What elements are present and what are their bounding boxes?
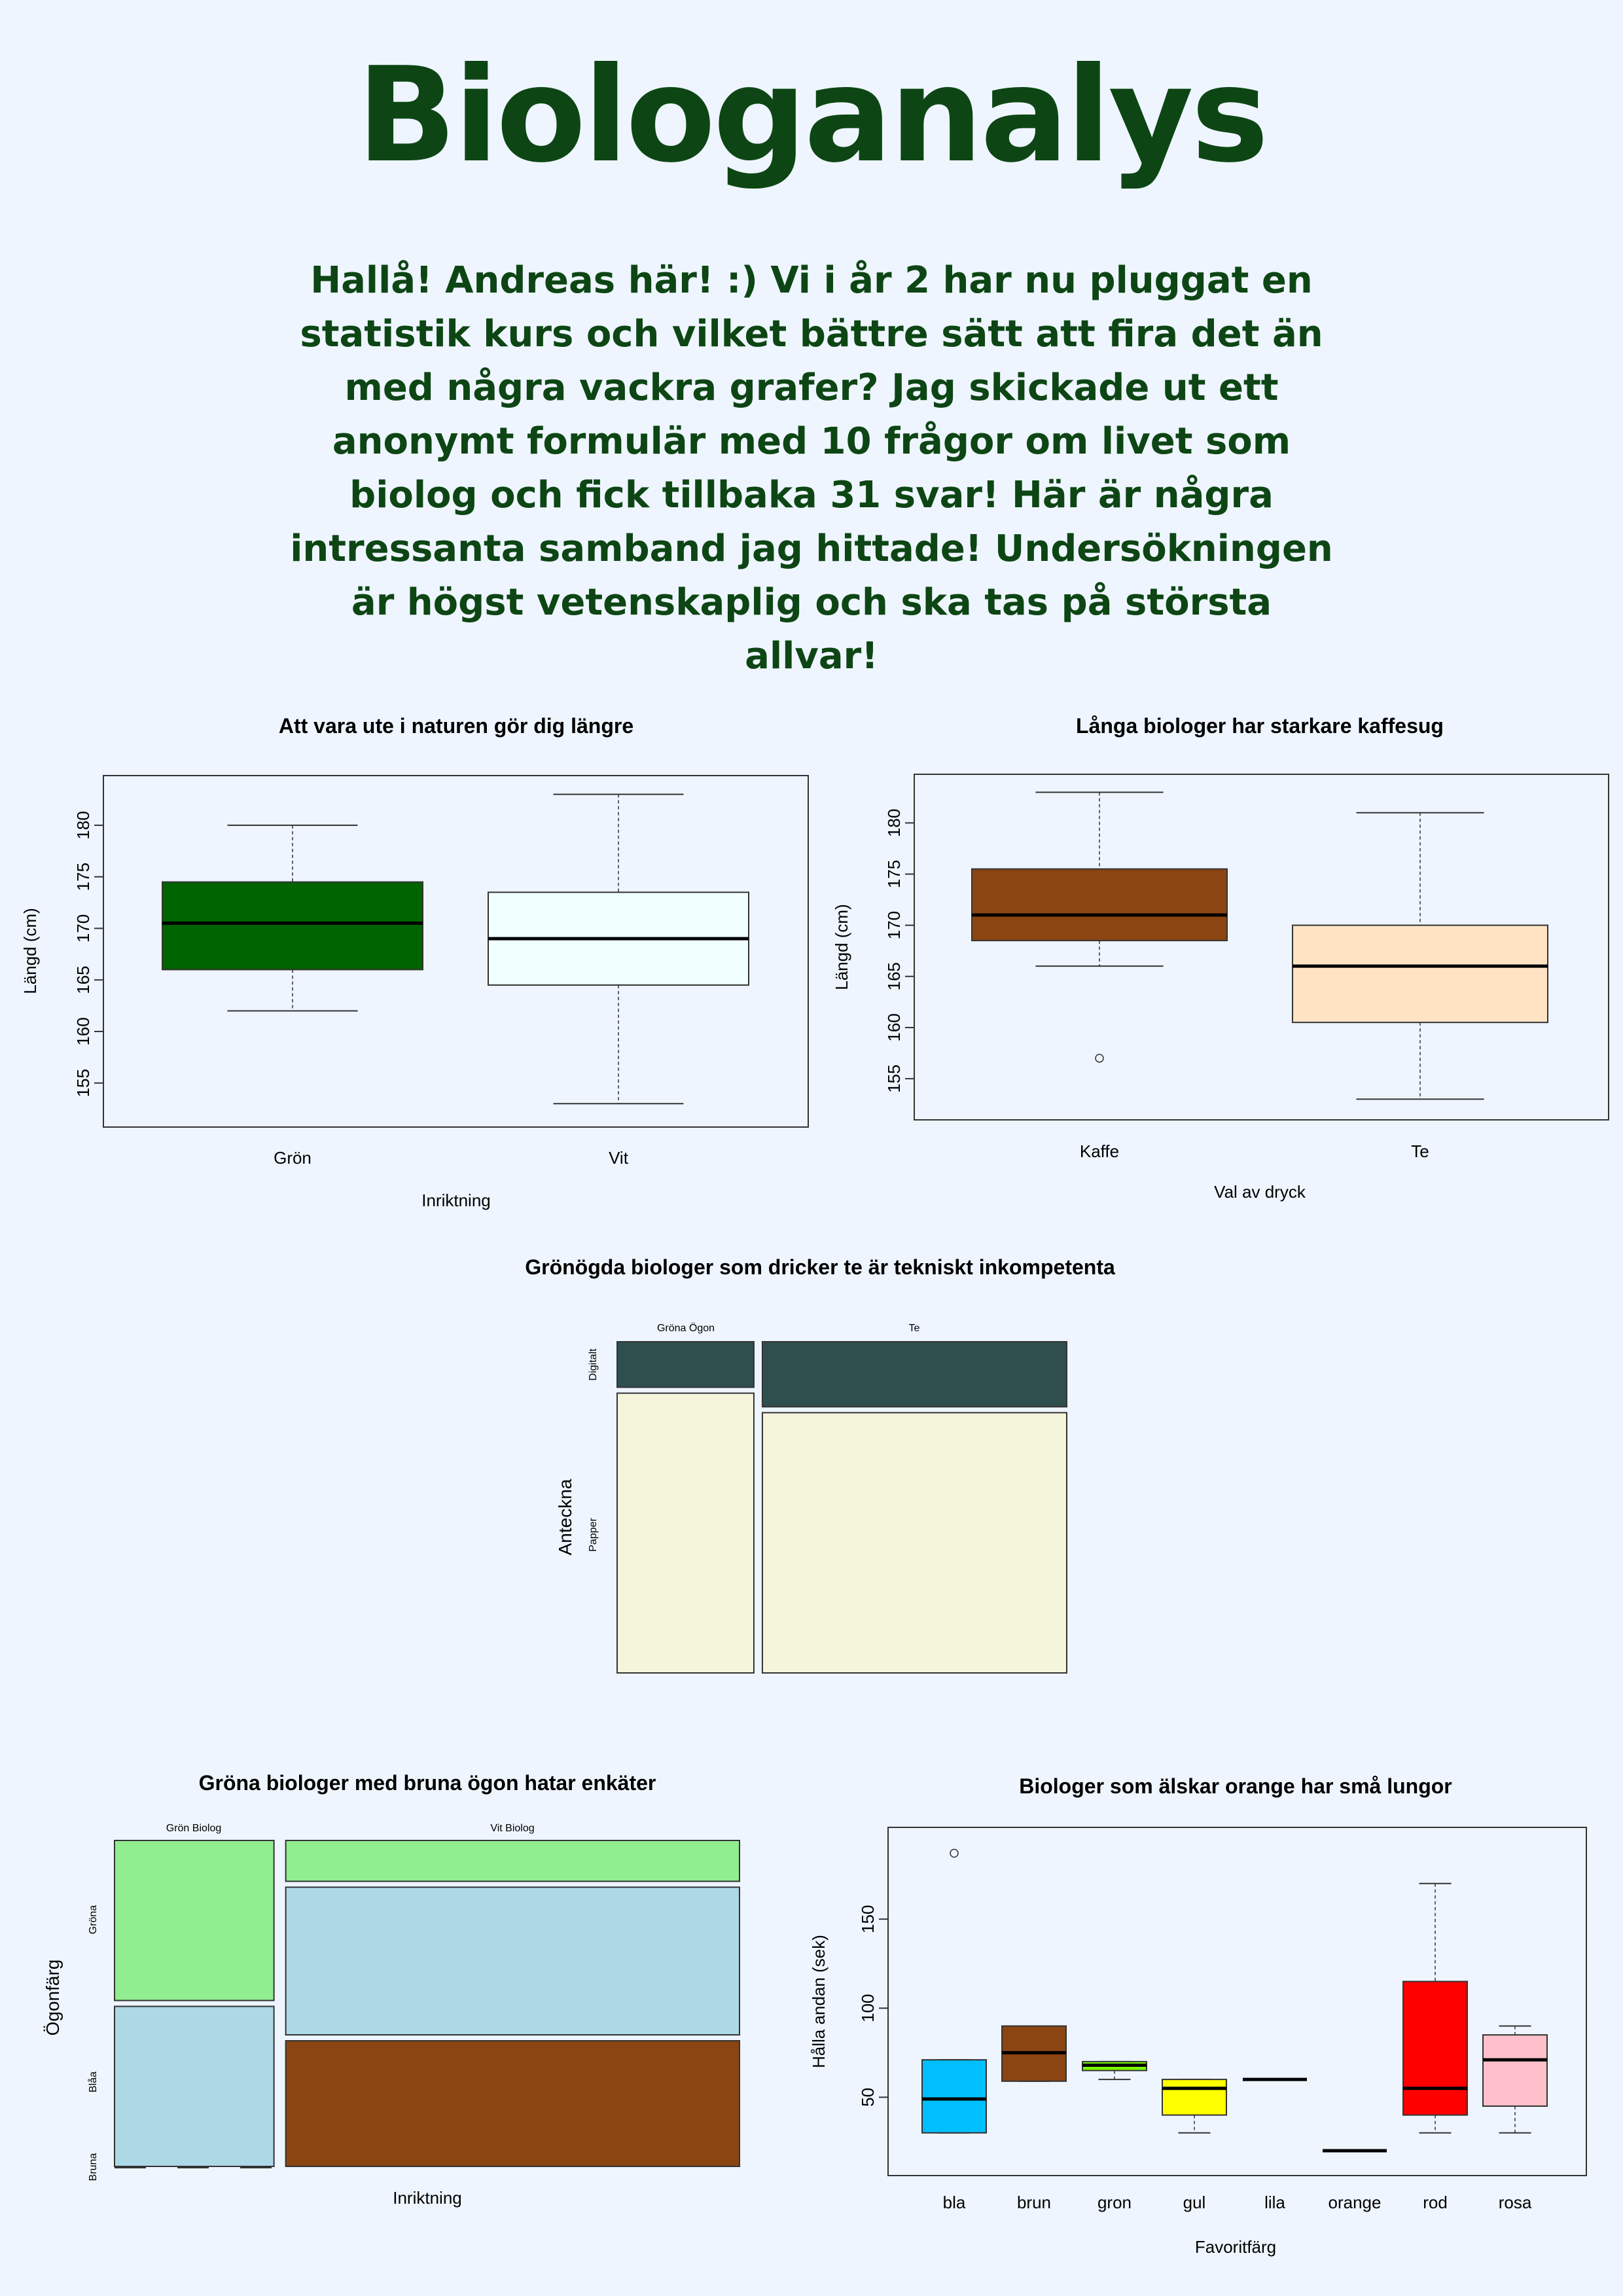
y-tick-label: 155 xyxy=(884,1064,904,1093)
y-tick-label: 175 xyxy=(73,862,93,891)
chart-title: Gröna biologer med bruna ögon hatar enkäter xyxy=(198,1771,656,1795)
box xyxy=(1162,2079,1226,2115)
box-brun xyxy=(1002,2026,1066,2081)
y-tick-label: 180 xyxy=(73,811,93,840)
intro-text: Hallå! Andreas här! :) Vi i år 2 har nu pluggat en statistik kurs och vilket bättre sätt att fira det än med några vackra grafer? Jag skickade ut ett anonymt formulär med 10 frågor om livet som biolog och fick tillbaka 31 svar! Här är några intressanta samband jag hittade! Undersökningen är högst vetenskaplig och ska tas på största allvar! xyxy=(290,259,1333,677)
box-Grön xyxy=(162,825,423,1011)
mosaic-tile xyxy=(115,2007,274,2167)
chart-title: Biologer som älskar orange har små lungor xyxy=(1019,1774,1452,1798)
mosaic-tile xyxy=(762,1412,1067,1673)
x-axis-label: Inriktning xyxy=(421,1191,491,1210)
column-label: Grön Biolog xyxy=(166,1823,222,1834)
y-axis-label: Hålla andan (sek) xyxy=(809,1935,829,2068)
y-axis-label: Längd (cm) xyxy=(832,904,851,990)
row-label: Gröna xyxy=(88,1905,99,1935)
outlier-point xyxy=(1096,1054,1103,1062)
chart-gronogda-te xyxy=(458,1244,1165,1689)
box-gron xyxy=(1082,2062,1147,2079)
y-axis-label: Ögonfärg xyxy=(43,1959,63,2036)
x-tick-label: gron xyxy=(1097,2193,1132,2212)
x-axis-label: Inriktning xyxy=(393,2188,462,2208)
box xyxy=(162,882,423,970)
y-tick-label: 165 xyxy=(73,965,93,994)
chart-natur-langd xyxy=(0,707,812,1230)
column-label: Vit Biolog xyxy=(490,1823,535,1834)
x-tick-label: rosa xyxy=(1498,2193,1532,2212)
y-tick-label: 165 xyxy=(884,962,904,991)
y-tick-label: 170 xyxy=(73,914,93,943)
y-tick-label: 180 xyxy=(884,808,904,838)
mosaic-tile xyxy=(762,1342,1067,1407)
y-tick-label: 155 xyxy=(73,1069,93,1098)
y-tick-label: 175 xyxy=(884,859,904,889)
x-tick-label: bla xyxy=(942,2193,966,2212)
box xyxy=(1483,2035,1547,2106)
y-tick-label: 150 xyxy=(858,1905,878,1933)
box-bla xyxy=(922,1849,986,2132)
y-tick-label: 170 xyxy=(884,910,904,940)
y-tick-label: 160 xyxy=(73,1017,93,1046)
box xyxy=(972,869,1227,941)
box xyxy=(1403,1981,1467,2115)
x-tick-label: Kaffe xyxy=(1079,1141,1120,1161)
chart-favoritfarg-andan xyxy=(809,1761,1623,2271)
plot-frame xyxy=(888,1827,1586,2176)
box-gul xyxy=(1162,2079,1226,2133)
row-label: Bruna xyxy=(88,2153,99,2181)
y-tick-label: 50 xyxy=(858,2087,878,2107)
x-tick-label: Vit xyxy=(609,1148,628,1168)
column-label: Gröna Ögon xyxy=(656,1323,715,1334)
outlier-point xyxy=(950,1849,958,1857)
mosaic-tile xyxy=(617,1342,754,1388)
mosaic-tile xyxy=(286,1887,740,2035)
x-tick-label: orange xyxy=(1328,2193,1382,2212)
page-title: Biologanalys xyxy=(357,39,1266,192)
mosaic-tile xyxy=(286,2041,740,2166)
column-label: Te xyxy=(908,1323,920,1334)
x-tick-label: rod xyxy=(1423,2193,1448,2212)
chart-title: Att vara ute i naturen gör dig längre xyxy=(278,714,634,738)
chart-title: Grönögda biologer som dricker te är tekniskt inkompetenta xyxy=(525,1255,1115,1279)
row-label: Digitalt xyxy=(588,1348,599,1381)
box xyxy=(1293,925,1548,1022)
x-tick-label: Te xyxy=(1411,1141,1429,1161)
y-tick-label: 160 xyxy=(884,1013,904,1042)
mosaic-tile xyxy=(286,1840,740,1881)
box-Kaffe xyxy=(972,792,1227,1062)
x-tick-label: Grön xyxy=(274,1148,312,1168)
box-rosa xyxy=(1483,2026,1547,2132)
x-axis-label: Favoritfärg xyxy=(1194,2237,1277,2257)
x-tick-label: lila xyxy=(1264,2193,1285,2212)
box xyxy=(922,2060,986,2133)
box-Te xyxy=(1293,813,1548,1100)
x-axis-label: Val av dryck xyxy=(1214,1182,1306,1202)
row-label: Papper xyxy=(588,1518,599,1552)
x-tick-label: brun xyxy=(1016,2193,1052,2212)
mosaic-tile xyxy=(115,1840,274,2001)
box-rod xyxy=(1403,1884,1467,2133)
y-axis-label: Längd (cm) xyxy=(20,908,40,994)
y-tick-label: 100 xyxy=(858,1994,878,2022)
y-axis-label: Anteckna xyxy=(555,1479,575,1556)
chart-dryck-langd xyxy=(812,707,1623,1230)
box-Vit xyxy=(488,795,749,1104)
row-label: Blåa xyxy=(88,2071,99,2093)
mosaic-tile xyxy=(617,1393,754,1673)
chart-ogonfarg-inriktning xyxy=(0,1761,812,2219)
x-tick-label: gul xyxy=(1183,2193,1206,2212)
chart-title: Långa biologer har starkare kaffesug xyxy=(1076,714,1444,738)
